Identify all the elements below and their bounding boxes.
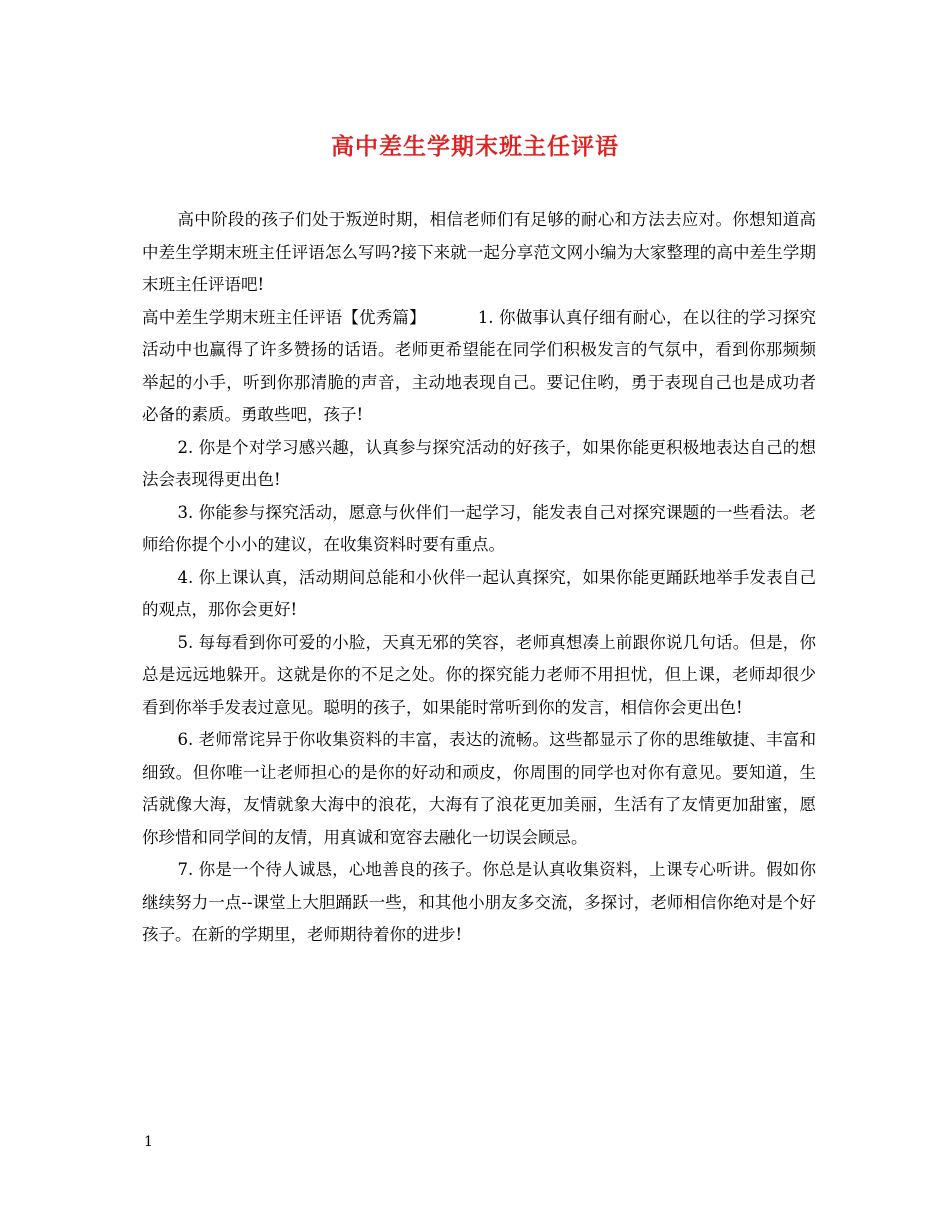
section-heading: 高中差生学期末班主任评语【优秀篇】: [142, 307, 426, 327]
comment-item-2: 2. 你是个对学习感兴趣，认真参与探究活动的好孩子，如果你能更积极地表达自己的想法会表现得更出色!: [142, 437, 816, 489]
comment-item-1: 1. 你做事认真仔细有耐心，在以往的学习探究活动中也赢得了许多赞扬的话语。老师更希望能在同学们积极发言的气氛中，看到你那频频举起的小手，听到你那清脆的声音，主动地表现自己。要记住哟，勇于表现自己也是成功者必备的素质。勇敢些吧，孩子!: [142, 307, 816, 424]
comment-item-3: 3. 你能参与探究活动，愿意与伙伴们一起学习，能发表自己对探究课题的一些看法。老师给你提个小小的建议，在收集资料时要有重点。: [142, 502, 816, 554]
comment-item-5: 5. 每每看到你可爱的小脸，天真无邪的笑容，老师真想凑上前跟你说几句话。但是，你总是远远地躲开。这就是你的不足之处。你的探究能力老师不用担忧，但上课，老师却很少看到你举手发表过意见。聪明的孩子，如果能时常听到你的发言，相信你会更出色!: [142, 632, 816, 717]
intro-paragraph: 高中阶段的孩子们处于叛逆时期，相信老师们有足够的耐心和方法去应对。你想知道高中差生学期末班主任评语怎么写吗?接下来就一起分享范文网小编为大家整理的高中差生学期末班主任评语吧!: [142, 210, 816, 294]
document-title: 高中差生学期末班主任评语: [331, 133, 619, 160]
comment-item-4: 4. 你上课认真，活动期间总能和小伙伴一起认真探究，如果你能更踊跃地举手发表自己的观点，那你会更好!: [142, 567, 816, 619]
section-heading-paragraph: [142, 302, 816, 432]
comment-item-7: 7. 你是一个待人诚恳，心地善良的孩子。你总是认真收集资料，上课专心听讲。假如你继续努力一点--课堂上大胆踊跃一些，和其他小朋友多交流，多探讨，老师相信你绝对是个好孩子。在新的学期里，老师期待着你的进步!: [142, 860, 816, 944]
document-body: [142, 204, 816, 952]
page-number: 1: [144, 1134, 153, 1150]
comment-item-6: 6. 老师常诧异于你收集资料的丰富，表达的流畅。这些都显示了你的思维敏捷、丰富和细致。但你唯一让老师担心的是你的好动和顽皮，你周围的同学也对你有意见。要知道，生活就像大海，友情就象大海中的浪花，大海有了浪花更加美丽，生活有了友情更加甜蜜，愿你珍惜和同学间的友情，用真诚和宽容去融化一切误会顾忌。: [142, 730, 816, 847]
